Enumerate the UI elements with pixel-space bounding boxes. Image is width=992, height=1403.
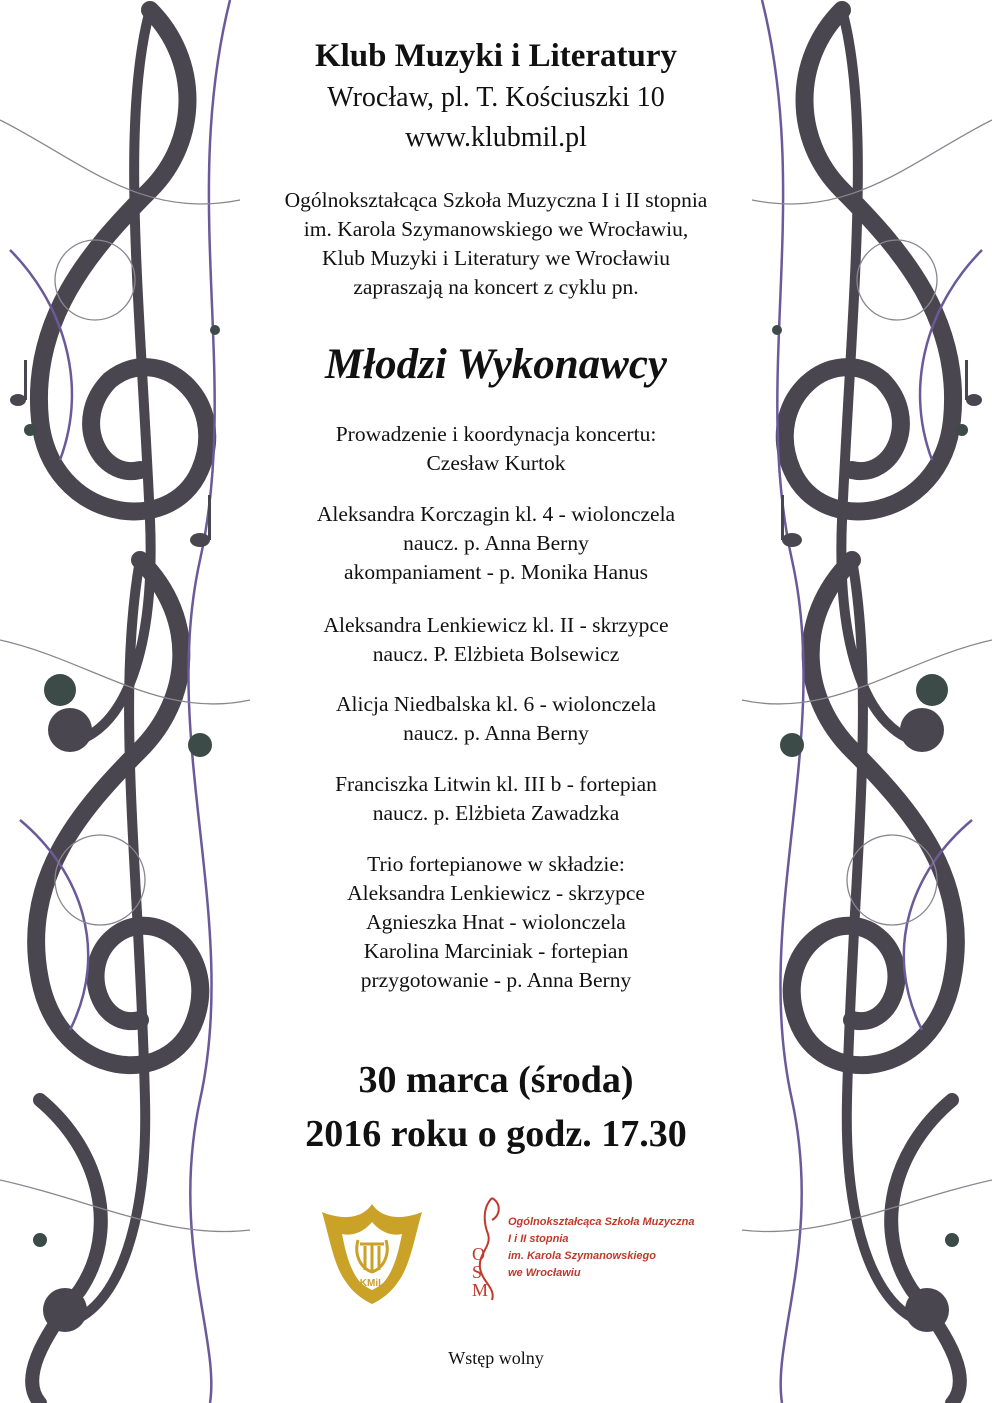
intro-line: zapraszają na koncert z cyklu pn.	[353, 275, 639, 299]
performer-block	[250, 500, 742, 587]
performer-block	[250, 611, 742, 669]
osm-text-line: Ogólnokształcąca Szkoła Muzyczna	[508, 1216, 695, 1228]
right-treble-clef-border	[732, 0, 992, 1403]
event-title: Młodzi Wykonawcy	[324, 341, 668, 388]
host-block	[250, 420, 742, 478]
osm-letter-o: O	[472, 1244, 485, 1264]
performer-block	[250, 690, 742, 748]
osm-logo-text	[508, 1214, 694, 1282]
osm-text-line: we Wrocławiu	[508, 1267, 581, 1279]
osm-letter-m: M	[472, 1280, 489, 1300]
invitation-text	[250, 186, 742, 302]
performer-line: Aleksandra Korczagin kl. 4 - wiolonczela	[316, 502, 676, 526]
logos-row	[250, 1188, 742, 1308]
free-entry-note: Wstęp wolny	[448, 1348, 544, 1368]
performer-line: akompaniament - p. Monika Hanus	[344, 560, 648, 584]
performer-block	[250, 770, 742, 828]
performer-line: Aleksandra Lenkiewicz kl. II - skrzypce	[323, 613, 669, 637]
performer-line: Alicja Niedbalska kl. 6 - wiolonczela	[335, 692, 656, 716]
performer-line: Trio fortepianowe w składzie:	[367, 852, 625, 876]
osm-text-line: I i II stopnia	[508, 1233, 569, 1245]
intro-line: im. Karola Szymanowskiego we Wrocławiu,	[303, 217, 689, 241]
club-website: www.klubmil.pl	[405, 122, 587, 153]
osm-letter-s: S	[472, 1262, 483, 1282]
club-name: Klub Muzyki i Literatury	[314, 38, 678, 74]
left-treble-clef-border	[0, 0, 260, 1403]
intro-line: Klub Muzyki i Literatury we Wrocławiu	[321, 246, 671, 270]
performer-line: naucz. p. Anna Berny	[403, 721, 589, 745]
host-label: Prowadzenie i koordynacja koncertu:	[335, 422, 657, 446]
performer-line: naucz. p. Elżbieta Zawadzka	[372, 801, 620, 825]
kmil-logo-letter: W	[367, 1212, 377, 1222]
intro-line: Ogólnokształcąca Szkoła Muzyczna I i II stopnia	[284, 188, 708, 212]
performer-line: przygotowanie - p. Anna Berny	[360, 968, 632, 992]
performer-line: Agnieszka Hnat - wiolonczela	[366, 910, 626, 934]
host-name: Czesław Kurtok	[426, 451, 566, 475]
performer-line: naucz. p. Anna Berny	[403, 531, 589, 555]
kmil-logo	[316, 1196, 428, 1308]
performer-line: Aleksandra Lenkiewicz - skrzypce	[347, 881, 645, 905]
osm-logo-mark	[462, 1194, 512, 1304]
club-address: Wrocław, pl. T. Kościuszki 10	[327, 82, 665, 113]
osm-text-line: im. Karola Szymanowskiego	[508, 1250, 656, 1262]
trio-block	[250, 850, 742, 995]
kmil-logo-text: KMiL	[359, 1278, 385, 1289]
concert-date: 30 marca (środa)	[358, 1059, 634, 1101]
performer-line: naucz. P. Elżbieta Bolsewicz	[372, 642, 620, 666]
performer-line: Karolina Marciniak - fortepian	[363, 939, 629, 963]
concert-year-time: 2016 roku o godz. 17.30	[305, 1113, 687, 1155]
performer-line: Franciszka Litwin kl. III b - fortepian	[335, 772, 657, 796]
